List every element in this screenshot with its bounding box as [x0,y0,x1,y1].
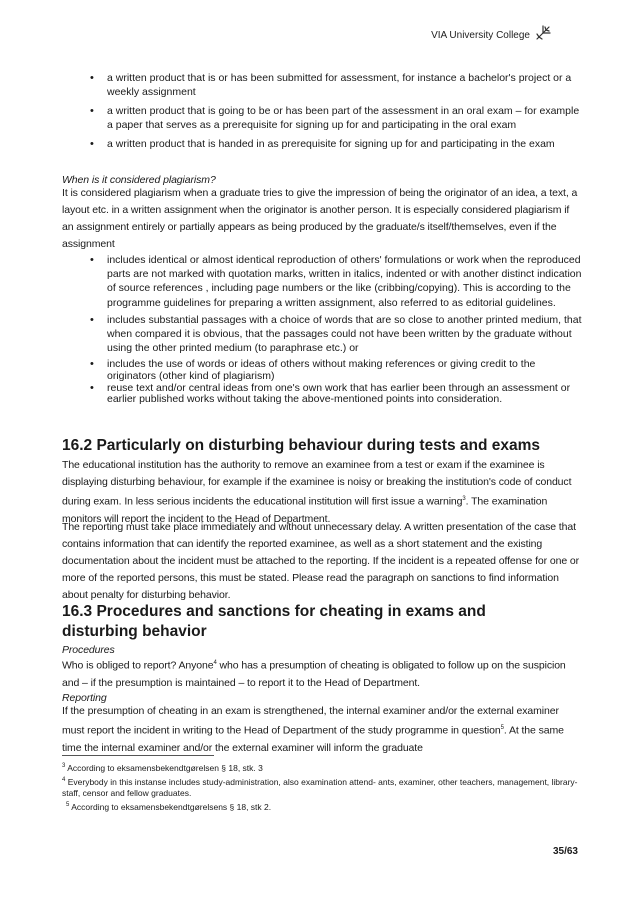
page-number: 35/63 [552,846,578,857]
plagiarism-bullet-list [90,253,582,405]
reporting-paragraph [62,703,582,757]
footnote-text: Everybody in this instanse includes study-administration, also examination attend- ants, examiner, other teachers, management, library-staff, censor and fellow graduates. [62,776,578,798]
paragraph-text: Who is obliged to report? Anyone [62,659,214,672]
footnote-ref: 4 [213,660,217,666]
plagiarism-definition: It is considered plagiarism when a graduate tries to give the impression of being the originator of an idea, a text, a layout etc. in a written assignment when the originator is another person. It is especially considered plagiarism if an assignment entirely or partially appears as being produced by the graduate/s itself/themselves, even if the assignment [62,187,578,250]
prerequisite-bullet-list [90,71,582,151]
section-16-3-heading: 16.3 Procedures and sanctions for cheating in exams and disturbing behavior [62,603,486,640]
plagiarism-question: When is it considered plagiarism? [62,174,216,186]
section-16-2-paragraph-2: The reporting must take place immediately and without unnecessary delay. A written presentation of the case that contains information that can identify the reported examinee, as well as a short statement and the existing documentation about the incident must be attached to the reporting. If the incident is a repeated offense for one or more of the reported persons, this must be stated. Please read the paragraph on sanctions to find information about penalty for disturbing behavior. [62,521,580,601]
header-institution: VIA University College [431,30,530,41]
footnote [62,761,582,774]
paragraph-text: If the presumption of cheating in an exam is strengthened, the internal examiner and/or the external examiner must report the incident in writing to the Head of Department of the study programme in question [62,705,559,737]
footnote-ref: 5 [500,725,504,731]
footnote-number: 4 [62,777,66,783]
footnote [66,800,586,813]
via-logo-icon [534,24,552,42]
section-16-2-paragraph-1 [62,457,582,528]
footnote [62,775,582,799]
procedures-paragraph [62,655,582,692]
section-16-2-heading: 16.2 Particularly on disturbing behaviour during tests and exams [62,437,541,454]
list-item: • reuse text and/or central ideas from one's own work that has earlier been through an assessment or earlier published works without taking the above-mentioned points into consideration. [90,383,582,405]
paragraph-text: . At the same time the internal examiner and/or the external examiner will inform the graduate [62,724,564,754]
footnote-number: 5 [66,802,70,808]
paragraph-text: The educational institution has the authority to remove an examinee from a test or exam if the examinee is displaying disturbing behaviour, for example if the examinee is noisy or breaking the institution's code of conduct during exam. In less serious incidents the educational institution will first issue a warning [62,459,572,508]
procedures-label: Procedures [62,644,115,656]
list-item: • includes substantial passages with a choice of words that are so close to another printed medium, that when compared it is obvious, that the passages could not have been written by the graduate without using the other printed medium (to paraphrase etc.) or [90,313,582,356]
list-item: • includes identical or almost identical reproduction of others' formulations or work when the reproduced parts are not marked with quotation marks, written in italics, indented or with another distinct indication of source references , including page numbers or the like (cribbing/copying). This is according to the programme guidelines for preparing a written assignment, also referred to as editorial guidelines. [90,253,582,310]
list-item: • includes the use of words or ideas of others without making references or giving credit to the originators (other kind of plagiarism) [90,358,582,382]
list-item: • a written product that is handed in as prerequisite for signing up for and participating in the exam [90,137,582,151]
paragraph-text: who has a presumption of cheating is obligated to follow up on the suspicion and – if the presumption is maintained – to report it to the Head of Department. [62,659,566,689]
footnote-text: According to eksamensbekendtgørelsen § 18, stk. 3 [67,762,263,773]
list-item: • a written product that is going to be or has been part of the assessment in an oral exam – for example a paper that serves as a prerequisite for signing up for and participating in the oral exam [90,104,582,132]
paragraph-text: . The examination monitors will report the incident to the Head of Department. [62,495,548,525]
reporting-label: Reporting [62,692,107,704]
footnote-text: According to eksamensbekendtgørelsens § 18, stk 2. [71,801,272,812]
footnote-divider [62,755,214,756]
footnote-ref: 3 [462,496,466,502]
footnote-number: 3 [62,763,66,769]
list-item: • a written product that is or has been submitted for assessment, for instance a bachelor's project or a weekly assignment [90,71,582,99]
